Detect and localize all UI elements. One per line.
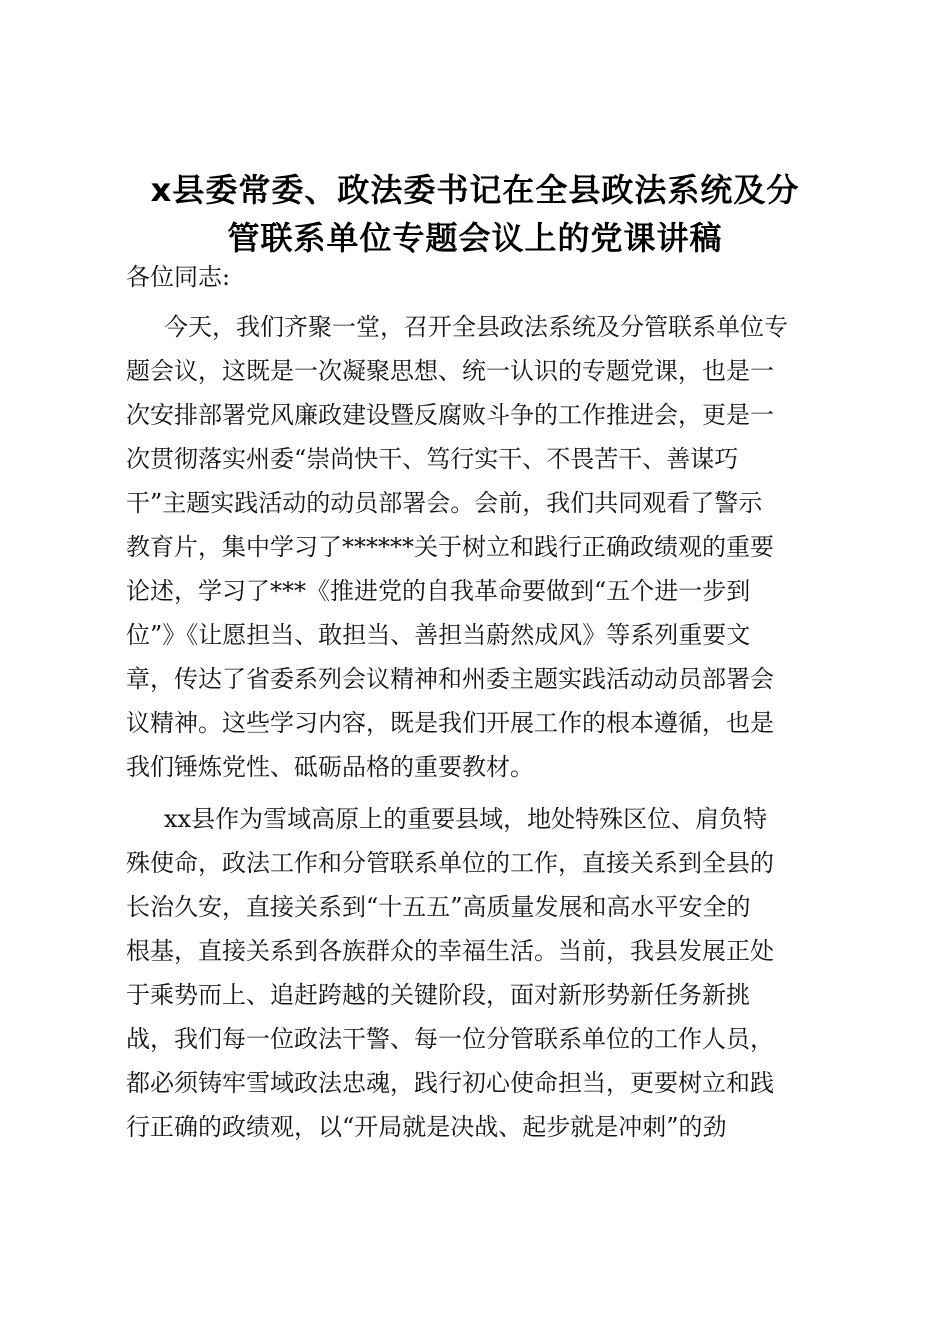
paragraph-line: xx县作为雪域高原上的重要县域，地处特殊区位、肩负特 <box>164 805 768 833</box>
paragraph-line: 根基，直接关系到各族群众的幸福生活。当前，我县发展正处 <box>126 937 774 965</box>
document-title <box>100 166 850 262</box>
paragraph-line: 今天，我们齐聚一堂，召开全县政法系统及分管联系单位专 <box>164 313 788 341</box>
paragraph-line: 次贯彻落实州委“崇尚快干、笃行实干、不畏苦干、善谋巧 <box>126 445 739 473</box>
paragraph-line: 我们锤炼党性、砥砺品格的重要教材。 <box>126 753 534 781</box>
title-line-2: 管联系单位专题会议上的党课讲稿 <box>227 219 723 257</box>
title-line-1: x县委常委、政法委书记在全县政法系统及分 <box>150 171 800 209</box>
paragraph-line: 长治久安，直接关系到“十五五”高质量发展和高水平安全的 <box>126 893 751 921</box>
paragraph-line: 于乘势而上、追赶跨越的关键阶段，面对新形势新任务新挑 <box>126 981 750 1009</box>
paragraph-line: 次安排部署党风廉政建设暨反腐败斗争的工作推进会，更是一 <box>126 401 774 429</box>
paragraph-line: 战，我们每一位政法干警、每一位分管联系单位的工作人员， <box>126 1025 774 1053</box>
document-body <box>126 255 826 1157</box>
paragraph-line: 题会议，这既是一次凝聚思想、统一认识的专题党课，也是一 <box>126 357 774 385</box>
paragraph-line: 都必须铸牢雪域政法忠魂，践行初心使命担当，更要树立和践 <box>126 1069 774 1097</box>
salutation: 各位同志: <box>126 263 231 291</box>
paragraph-line: 论述，学习了***《推进党的自我革命要做到“五个进一步到 <box>126 577 751 605</box>
paragraph-line: 章，传达了省委系列会议精神和州委主题实践活动动员部署会 <box>126 665 774 693</box>
paragraph-1 <box>126 305 826 789</box>
paragraph-line: 殊使命，政法工作和分管联系单位的工作，直接关系到全县的 <box>126 849 774 877</box>
paragraph-line: 位”》《让愿担当、敢担当、善担当蔚然成风》等系列重要文 <box>126 621 751 649</box>
paragraph-line: 议精神。这些学习内容，既是我们开展工作的根本遵循，也是 <box>126 709 774 737</box>
paragraph-2 <box>126 797 826 1149</box>
paragraph-line: 教育片，集中学习了******关于树立和践行正确政绩观的重要 <box>126 533 774 561</box>
paragraph-line: 行正确的政绩观，以“开局就是决战、起步就是冲刺”的劲 <box>126 1113 727 1141</box>
paragraph-line: 干”主题实践活动的动员部署会。会前，我们共同观看了警示 <box>126 489 763 517</box>
